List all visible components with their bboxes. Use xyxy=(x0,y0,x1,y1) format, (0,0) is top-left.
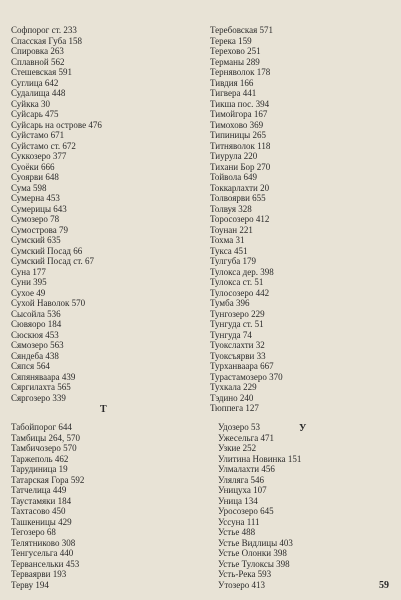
index-entry: Татчелица 449 xyxy=(11,485,67,495)
index-entry: Турастамозеро 370 xyxy=(210,371,283,382)
index-entry: Сумострова 79 xyxy=(11,224,68,235)
index-entry: Тулгуба 179 xyxy=(210,256,257,266)
index-entry: Телятниково 308 xyxy=(11,537,76,548)
index-entry: Сумозеро 78 xyxy=(11,214,60,224)
index-entry: Сумский 635 xyxy=(11,235,61,245)
index-entry: Судалища 448 xyxy=(11,88,66,98)
index-entry: Тунгозеро 229 xyxy=(210,308,265,319)
index-entry: Сяпся 564 xyxy=(11,361,50,371)
index-entry: Ташкеницы 429 xyxy=(11,516,72,527)
index-entry: Сумерна 453 xyxy=(11,193,60,203)
index-entry: Терву 194 xyxy=(11,579,49,590)
index-entry: Сухой Наволок 570 xyxy=(11,298,86,308)
index-entry: Тулосозеро 442 xyxy=(210,287,270,298)
index-entry: Устье 488 xyxy=(218,527,256,537)
index-entry: Сяпяняваара 439 xyxy=(11,371,76,382)
index-entry: Тамбицы 264, 570 xyxy=(11,432,80,443)
index-entry: Тюппега 127 xyxy=(210,403,259,413)
index-entry: Туокслахти 32 xyxy=(210,340,265,350)
index-entry: Удозеро 53 xyxy=(218,422,260,432)
index-entry: Тиурула 220 xyxy=(210,151,258,161)
section-heading-u: У xyxy=(299,423,307,434)
index-entry: Сювяоро 184 xyxy=(11,319,62,329)
index-entry: Улмалахти 456 xyxy=(218,464,275,474)
index-entry: Терманы 289 xyxy=(210,56,260,67)
index-entry: Сяргилахта 565 xyxy=(11,382,71,392)
index-entry: Стешевская 591 xyxy=(11,67,73,77)
index-entry: Суккозеро 377 xyxy=(11,151,67,161)
index-entry: Тукса 451 xyxy=(210,245,248,256)
index-column-right-t xyxy=(210,25,283,414)
index-entry: Тенгусельга 440 xyxy=(11,548,74,558)
index-entry: Татарская Гора 592 xyxy=(11,474,85,485)
index-entry: Сума 598 xyxy=(11,182,47,193)
index-entry: Тервансельки 453 xyxy=(11,558,80,569)
index-entry: Тарудиница 19 xyxy=(11,464,68,474)
index-entry: Устье Видлицы 403 xyxy=(218,537,293,548)
index-entry: Спасская Губа 158 xyxy=(11,35,82,46)
index-entry: Уницуха 107 xyxy=(218,485,267,495)
index-entry: Софпорог ст. 233 xyxy=(11,25,77,35)
index-entry: Турханваара 667 xyxy=(210,361,274,371)
page-number: 59 xyxy=(379,580,389,591)
index-entry: Тойвола 649 xyxy=(210,172,257,182)
index-entry: Тимохово 369 xyxy=(210,119,264,130)
index-entry: Терехово 251 xyxy=(210,46,261,56)
index-entry: Тумба 396 xyxy=(210,298,250,308)
index-entry: Тивдия 166 xyxy=(210,77,254,88)
index-entry: Суни 395 xyxy=(11,277,47,287)
index-entry: Суглица 642 xyxy=(11,77,59,88)
section-heading-t: Т xyxy=(100,404,107,415)
index-entry: Толвоярви 655 xyxy=(210,193,266,203)
index-column-u-entries xyxy=(218,422,301,590)
index-entry: Спировка 263 xyxy=(11,46,64,56)
index-entry: Тегозеро 68 xyxy=(11,527,56,537)
index-entry: Теребовская 571 xyxy=(210,25,274,35)
index-entry: Суйсарь на острове 476 xyxy=(11,119,102,130)
index-column-left-s xyxy=(11,25,102,403)
index-entry: Уросозеро 645 xyxy=(218,506,274,516)
index-entry: Типиницы 265 xyxy=(210,130,266,140)
index-entry: Сумский Посад 66 xyxy=(11,245,83,256)
index-entry: Тунгуда ст. 51 xyxy=(210,319,264,329)
index-entry: Тахтасово 450 xyxy=(11,506,66,516)
index-entry: Торосозеро 412 xyxy=(210,214,270,224)
index-entry: Суоярви 648 xyxy=(11,172,59,182)
index-entry: Тэдино 240 xyxy=(210,392,254,403)
index-entry: Терняволок 178 xyxy=(210,67,271,77)
index-entry: Сумерицы 643 xyxy=(11,203,67,214)
index-entry: Таустамяки 184 xyxy=(11,495,72,506)
index-entry: Тамбичозеро 570 xyxy=(11,443,77,453)
index-entry: Титняволок 118 xyxy=(210,140,271,151)
index-entry: Тимойгора 167 xyxy=(210,109,268,119)
index-entry: Усть-Река 593 xyxy=(218,569,272,579)
index-entry: Тухкала 229 xyxy=(210,382,257,392)
index-entry: Тикша пос. 394 xyxy=(210,98,270,109)
index-entry: Тулокса ст. 51 xyxy=(210,277,264,287)
index-entry: Тихани Бор 270 xyxy=(210,161,271,172)
index-entry: Сяргозеро 339 xyxy=(11,392,66,403)
index-entry: Суйстамо 671 xyxy=(11,130,65,140)
index-entry: Улитина Новинка 151 xyxy=(218,453,302,464)
index-entry: Тигвера 441 xyxy=(210,88,257,98)
index-entry: Тохма 31 xyxy=(210,235,245,245)
index-entry: Сухое 49 xyxy=(11,287,46,298)
index-entry: Суна 177 xyxy=(11,266,46,277)
index-entry: Сплавной 562 xyxy=(11,56,65,67)
index-entry: Уссуна 111 xyxy=(218,516,260,527)
index-entry: Сяндеба 438 xyxy=(11,350,59,361)
index-entry: Устье Олонки 398 xyxy=(218,548,287,558)
index-entry: Толвуя 328 xyxy=(210,203,252,214)
index-entry: Терека 159 xyxy=(210,35,252,46)
index-entry: Табойпорог 644 xyxy=(11,422,72,432)
index-entry: Узкие 252 xyxy=(218,443,257,453)
index-entry: Тунгуда 74 xyxy=(210,329,252,340)
index-entry: Устье Тулоксы 398 xyxy=(218,558,290,569)
index-entry: Сямозеро 563 xyxy=(11,340,64,350)
index-entry: Суйкка 30 xyxy=(11,98,50,109)
index-entry: Тулокса дер. 398 xyxy=(210,266,274,277)
index-entry: Туоксъярви 33 xyxy=(210,350,266,361)
index-entry: Суйсарь 475 xyxy=(11,109,59,119)
index-entry: Терваярви 193 xyxy=(11,569,67,579)
index-column-t-entries xyxy=(11,422,84,590)
index-entry: Суоёки 666 xyxy=(11,161,55,172)
index-entry: Сюскюя 453 xyxy=(11,329,59,340)
index-entry: Токкарлахти 20 xyxy=(210,182,270,193)
index-entry: Тоунан 221 xyxy=(210,224,253,235)
index-entry: Уница 134 xyxy=(218,495,258,506)
index-entry: Суйстамо ст. 672 xyxy=(11,140,76,151)
index-entry: Сумский Посад ст. 67 xyxy=(11,256,95,266)
index-entry: Сысойла 536 xyxy=(11,308,61,319)
index-entry: Утозеро 413 xyxy=(218,579,265,590)
index-entry: Ужесельга 471 xyxy=(218,432,275,443)
index-entry: Таржеполь 462 xyxy=(11,453,69,464)
index-entry: Уляляга 546 xyxy=(218,474,265,485)
